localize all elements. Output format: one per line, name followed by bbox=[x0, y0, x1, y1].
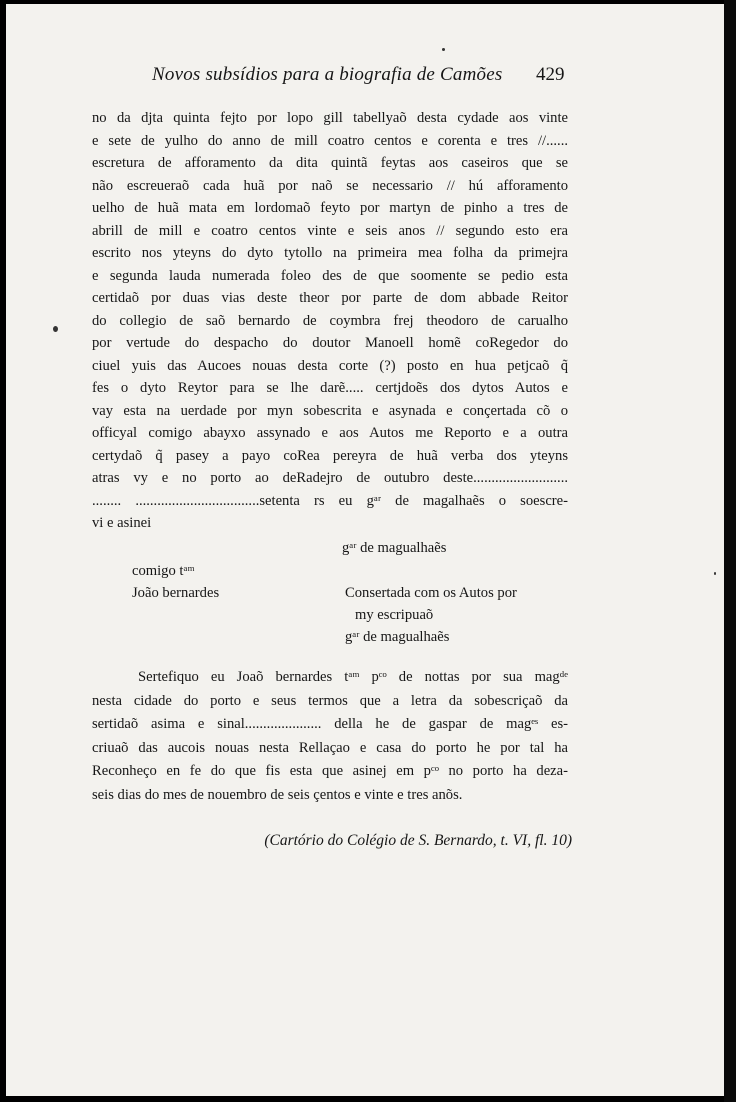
text-line: não escreueraõ cada huã por naõ se necessario // hú afforamento bbox=[92, 177, 568, 194]
signature-block-right bbox=[342, 537, 446, 559]
escripuao-line: my escripuaõ bbox=[355, 607, 434, 623]
text-line: sertidaõ asima e sinal..................... della he de gaspar de magᵉˢ es- bbox=[92, 716, 568, 732]
text-line: uelho de huã mata em lordomaõ feyto por martyn de pinho a tres de bbox=[92, 200, 568, 216]
text-line: vi e asinei bbox=[92, 515, 152, 531]
text-line: fes o dyto Reytor para se lhe darẽ..... certjdoẽs dos dytos Autos e bbox=[92, 380, 568, 396]
text-line: seis dias do mes de nouembro de seis çentos e vinte e tres anõs. bbox=[92, 786, 463, 803]
text-line: Sertefiquo eu Joaõ bernardes tᵃᵐ pᶜᵒ de nottas por sua magᵈᵉ bbox=[138, 669, 568, 685]
document-page bbox=[6, 4, 724, 1096]
text-line: Reconheço en fe do que fis esta que asinej em pᶜᵒ no porto ha deza- bbox=[92, 763, 568, 779]
text-line: certidaõ por duas vias deste theor por parte de dom abbade Reitor bbox=[92, 290, 568, 306]
header-title: Novos subsídios para a biografia de Camões bbox=[152, 64, 503, 85]
source-citation: (Cartório do Colégio de S. Bernardo, t. VI, fl. 10) bbox=[264, 832, 572, 849]
text-line: atras vy e no porto ao deRadejro de outubro deste.......................... bbox=[92, 470, 568, 486]
certification-paragraph bbox=[92, 666, 568, 807]
text-line: escretura de afforamento da dita quintã feytas aos caseiros que se bbox=[92, 155, 568, 171]
text-line: nesta cidade do porto e seus termos que a letra da sobescriçaõ da bbox=[92, 692, 568, 709]
text-line: e segunda lauda numerada foleo des de que soomente se pedio esta bbox=[92, 267, 568, 284]
text-line: ........ ..................................setenta rs eu gᵃʳ de magalhaẽs o soescre- bbox=[92, 492, 568, 509]
text-line: officyal comigo abayxo assynado e aos Autos me Reporto e a outra bbox=[92, 425, 568, 441]
consertada-line: Consertada com os Autos por bbox=[345, 585, 517, 601]
signature-block-left bbox=[132, 560, 219, 604]
text-line: vay esta na uerdade por myn sobescrita e asynada e conçertada cõ o bbox=[92, 402, 568, 419]
paper-speck bbox=[714, 572, 716, 575]
text-line: ciuel yuis das Aucoes nouas desta corte (?) posto en hua petjcaõ q̃ bbox=[92, 357, 568, 374]
scan-border bbox=[724, 0, 736, 1102]
paper-speck bbox=[442, 48, 445, 51]
text-line: criuaõ das aucois nouas nesta Rellaçao e casa do porto he por tal ha bbox=[92, 739, 568, 756]
consertada-block bbox=[345, 582, 517, 648]
joao-bernardes-line: João bernardes bbox=[132, 585, 220, 601]
text-line: do collegio de saõ bernardo de coymbra frej theodoro de carualho bbox=[92, 312, 568, 329]
signature-name: gᵃʳ de magualhaẽs bbox=[342, 540, 447, 556]
page-number: 429 bbox=[536, 64, 565, 85]
paper-speck bbox=[53, 326, 58, 332]
text-line: certydaõ q̃ pasey a payo coRea pereyra de huã verba dos yteyns bbox=[92, 447, 568, 464]
comigo-line: comigo tᵃᵐ bbox=[132, 563, 195, 579]
text-line: por vertude do despacho do doutor Manoell homẽ coRegedor do bbox=[92, 335, 568, 351]
main-text bbox=[92, 107, 568, 535]
signature-name: gᵃʳ de magualhaẽs bbox=[345, 629, 450, 645]
text-line: no da djta quinta fejto por lopo gill tabellyaõ desta cydade aos vinte bbox=[92, 110, 568, 126]
text-line: e sete de yulho do anno de mill coatro centos e corenta e tres //...... bbox=[92, 132, 568, 149]
text-line: abrill de mill e coatro centos vinte e seis anos // segundo esto era bbox=[92, 222, 568, 239]
text-line: escrito nos yteyns do dyto tytollo na primeira mea folha da primejra bbox=[92, 245, 568, 261]
running-header bbox=[6, 64, 724, 92]
